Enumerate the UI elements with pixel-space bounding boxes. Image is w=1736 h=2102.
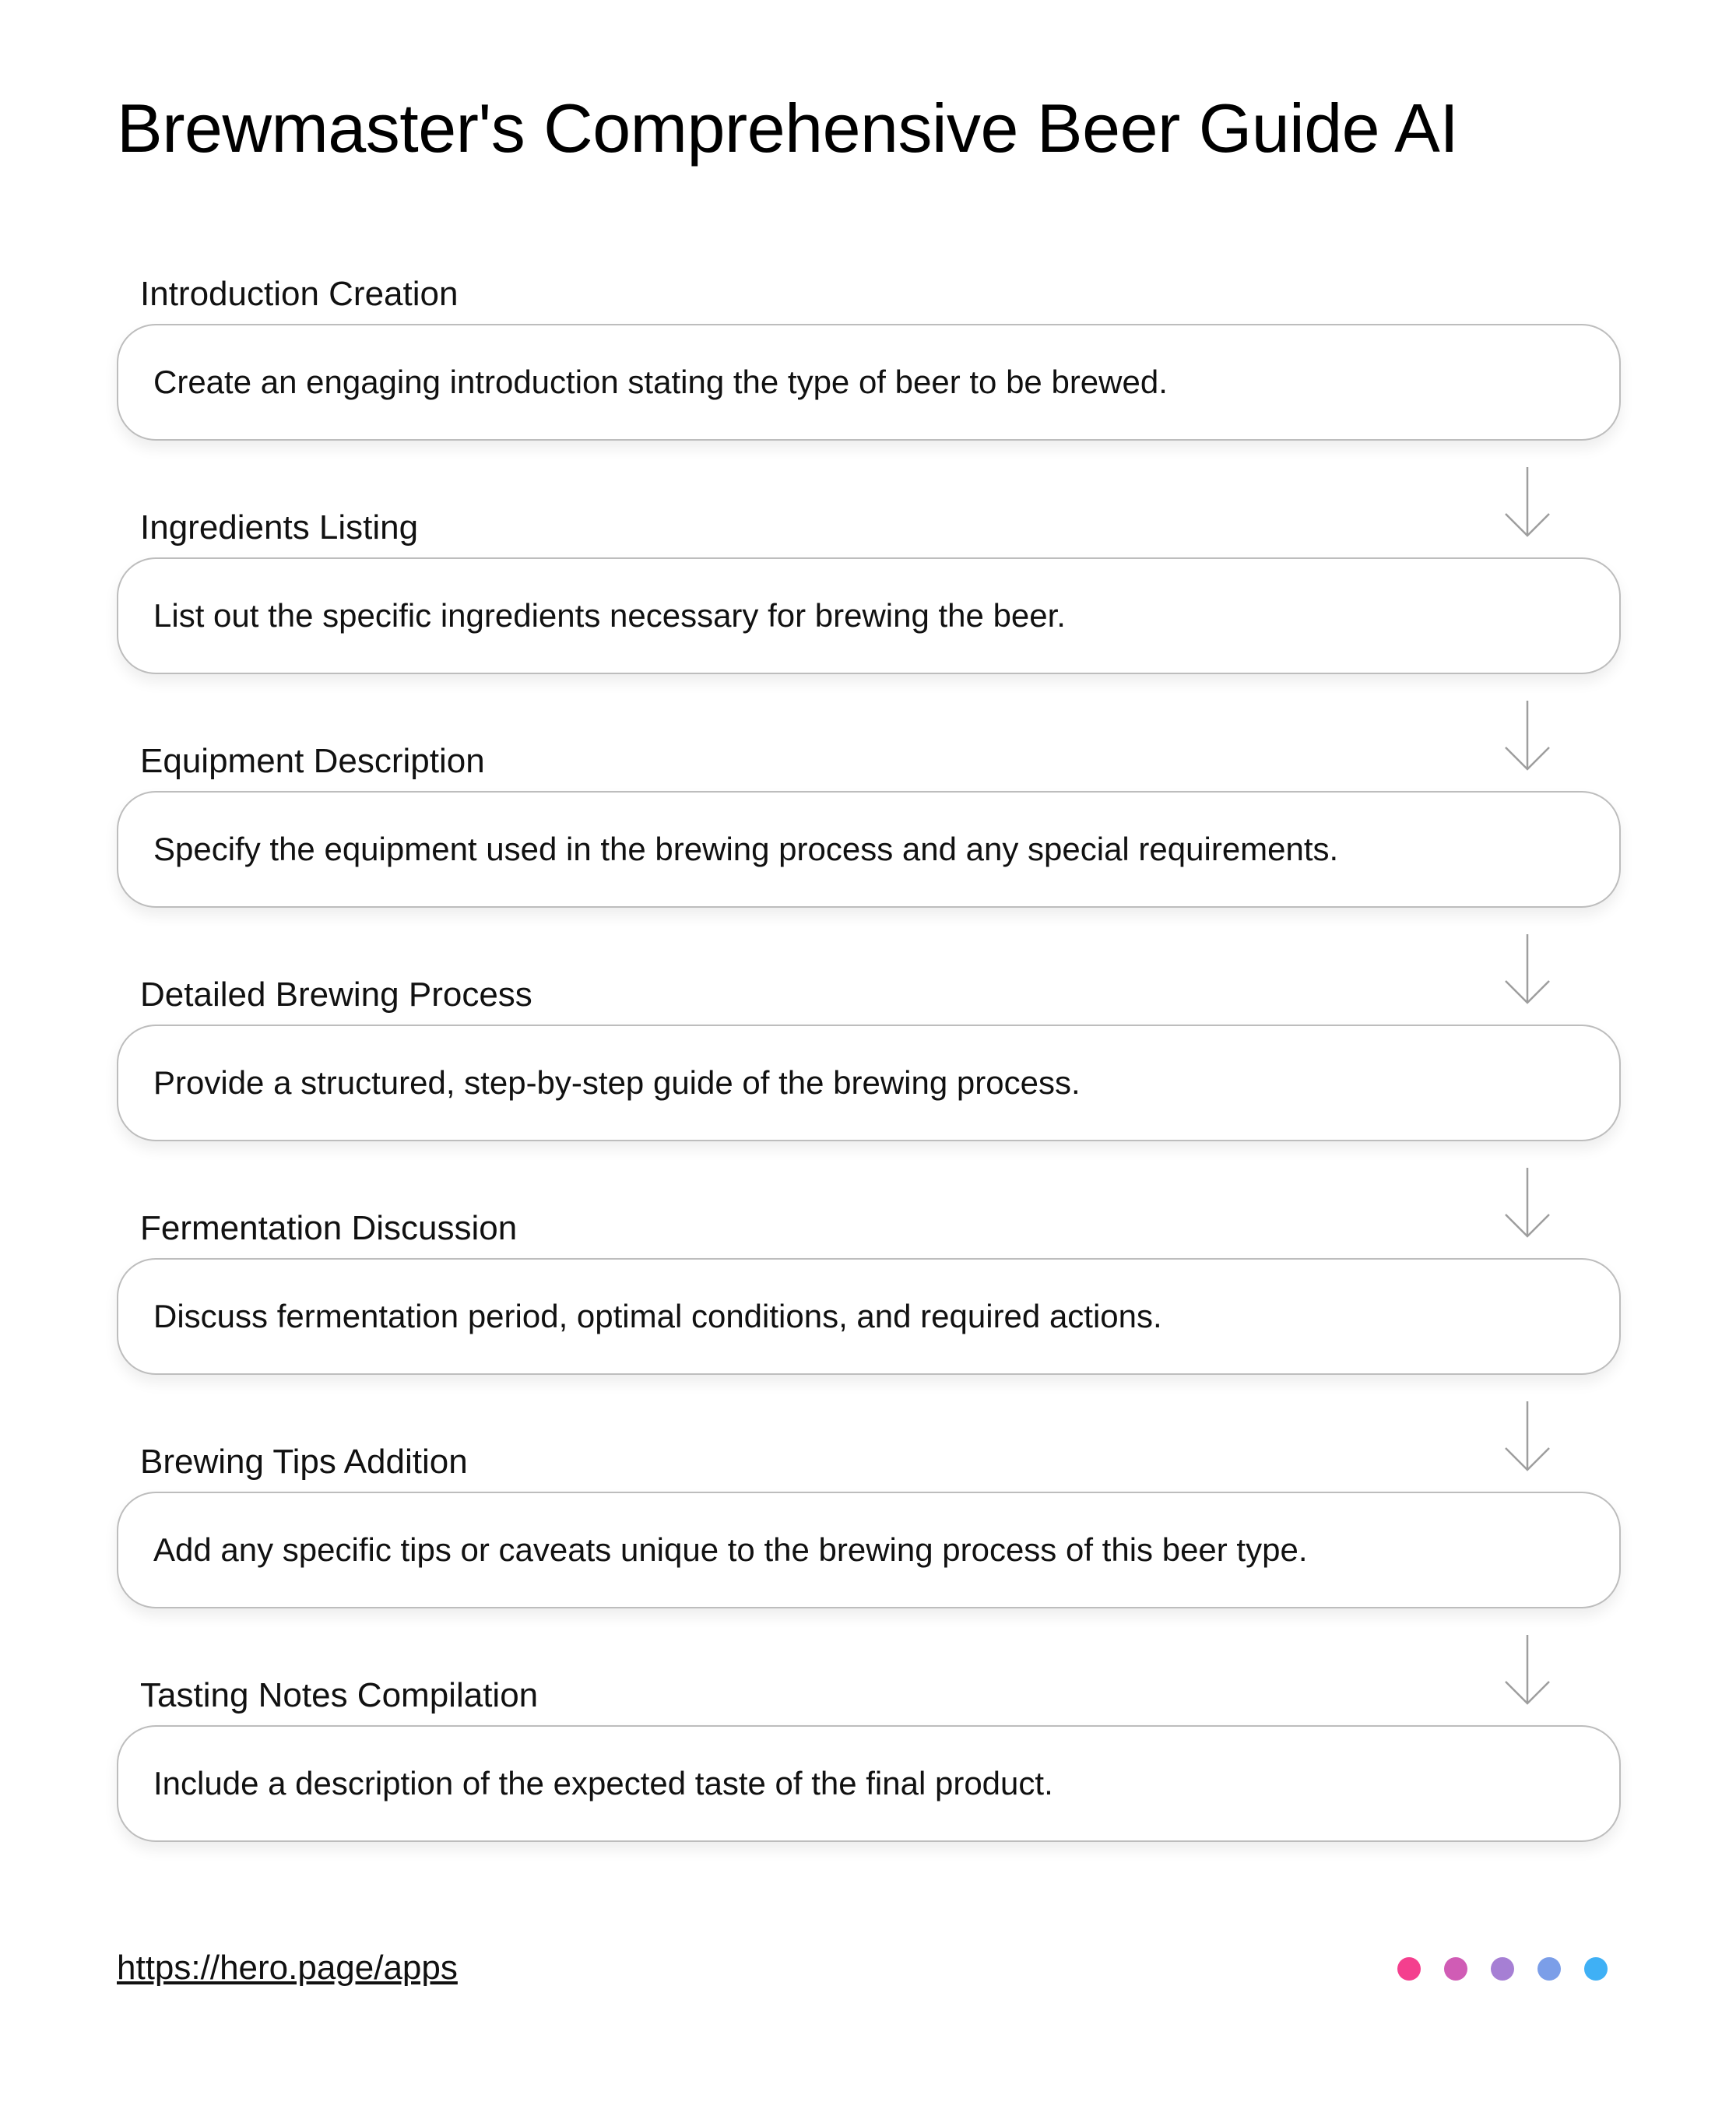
brand-dot-4 xyxy=(1537,1957,1561,1981)
step-description: Provide a structured, step-by-step guide of the brewing process. xyxy=(153,1064,1081,1101)
step-tasting-notes-compilation xyxy=(117,1674,1621,1907)
step-label: Equipment Description xyxy=(140,742,485,780)
step-label: Brewing Tips Addition xyxy=(140,1443,468,1481)
page-title: Brewmaster's Comprehensive Beer Guide AI xyxy=(117,90,1459,167)
footer-link[interactable]: https://hero.page/apps xyxy=(117,1949,458,1987)
step-description: List out the specific ingredients necessary for brewing the beer. xyxy=(153,597,1066,634)
step-label: Introduction Creation xyxy=(140,275,459,313)
step-label: Tasting Notes Compilation xyxy=(140,1676,539,1714)
brand-dot-1 xyxy=(1397,1957,1421,1981)
step-description: Discuss fermentation period, optimal conditions, and required actions. xyxy=(153,1298,1162,1334)
step-description: Add any specific tips or caveats unique to the brewing process of this beer type. xyxy=(153,1531,1308,1568)
step-box xyxy=(117,1725,1621,1842)
step-box xyxy=(117,1025,1621,1141)
step-brewing-tips-addition xyxy=(117,1440,1621,1674)
step-equipment-description xyxy=(117,740,1621,973)
step-description: Specify the equipment used in the brewing process and any special requirements. xyxy=(153,831,1339,867)
step-introduction-creation xyxy=(117,272,1621,506)
step-label: Fermentation Discussion xyxy=(140,1209,518,1247)
brand-dot-2 xyxy=(1444,1957,1467,1981)
step-label: Detailed Brewing Process xyxy=(140,975,532,1014)
brand-dot-3 xyxy=(1491,1957,1514,1981)
step-box xyxy=(117,1492,1621,1608)
brand-dot-5 xyxy=(1584,1957,1608,1981)
step-box xyxy=(117,324,1621,441)
step-detailed-brewing-process xyxy=(117,973,1621,1207)
step-description: Create an engaging introduction stating the type of beer to be brewed. xyxy=(153,364,1168,400)
step-fermentation-discussion xyxy=(117,1207,1621,1440)
brand-dots xyxy=(1397,1957,1608,1981)
step-box xyxy=(117,1258,1621,1375)
step-box xyxy=(117,557,1621,674)
step-description: Include a description of the expected taste of the final product. xyxy=(153,1765,1053,1801)
step-label: Ingredients Listing xyxy=(140,508,419,547)
step-ingredients-listing xyxy=(117,506,1621,740)
step-box xyxy=(117,791,1621,908)
